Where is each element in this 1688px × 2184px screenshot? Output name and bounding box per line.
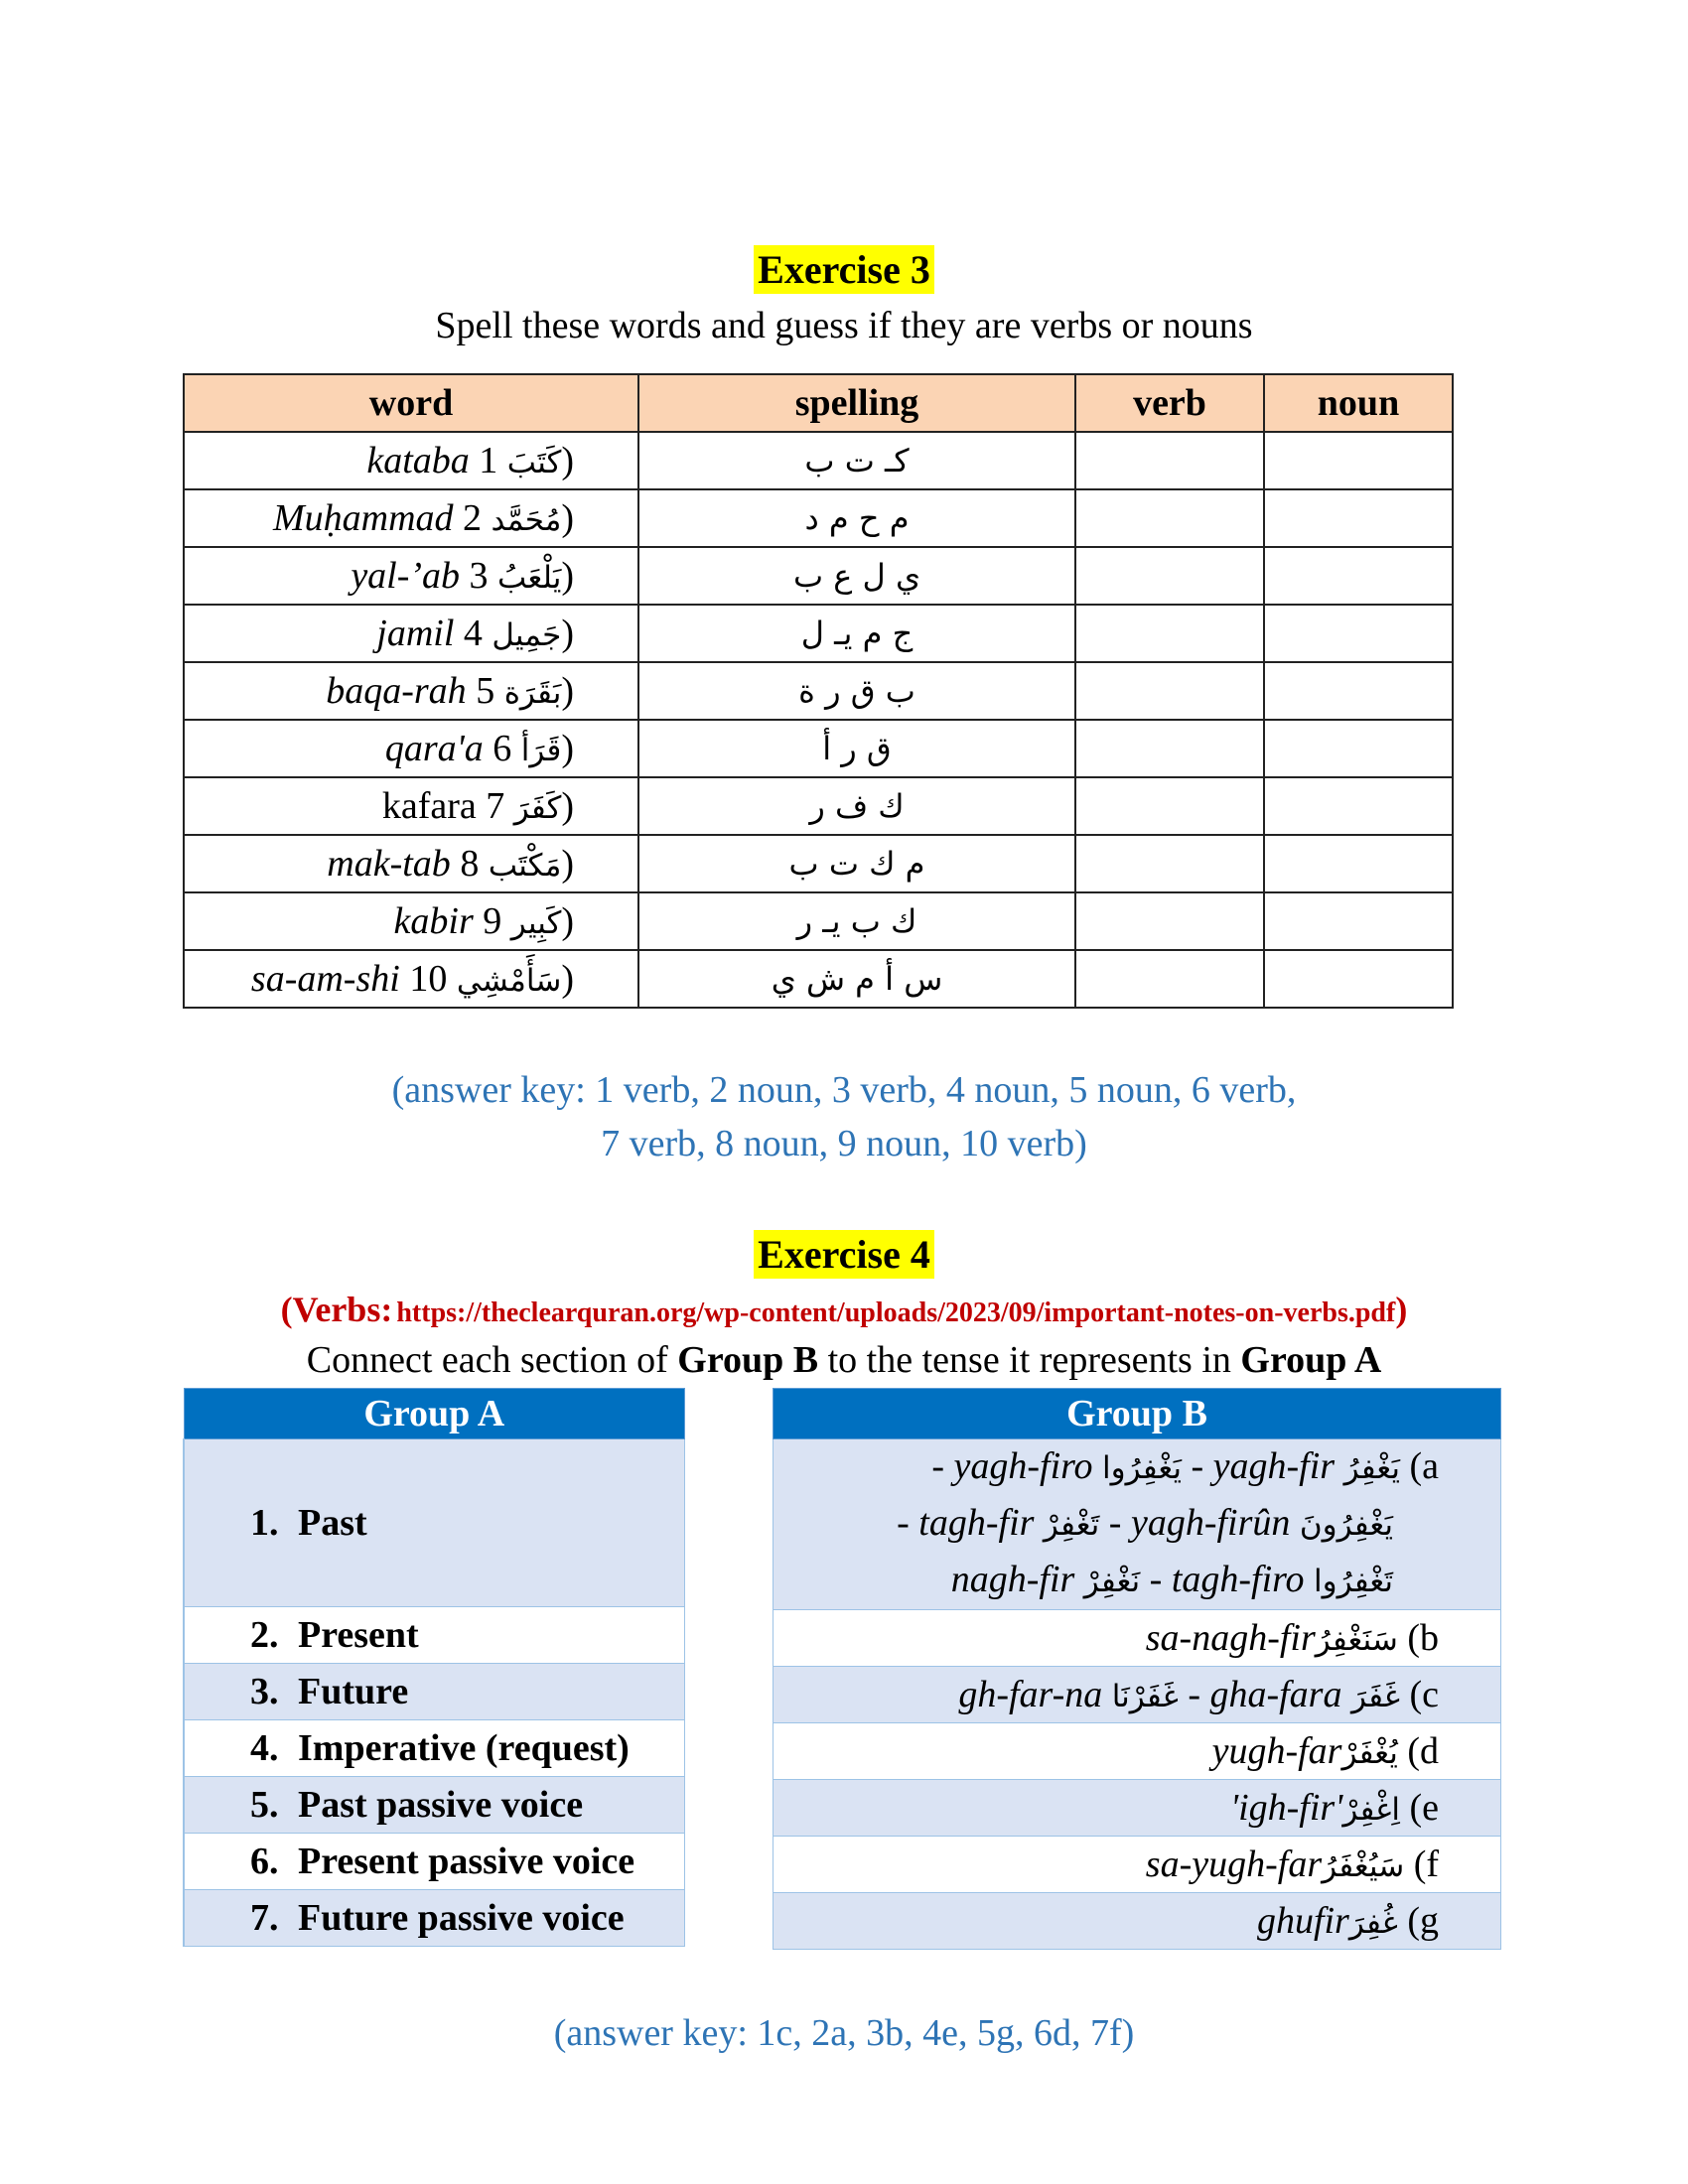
noun-cell[interactable]	[1264, 777, 1453, 835]
word-arabic: قَرَأ	[520, 733, 562, 768]
group-b-item-b: sa-nagh-firسَنَغْفِرُ (b	[774, 1610, 1501, 1667]
spelling-cell: س أ م ش ي	[638, 950, 1075, 1008]
word-arabic: مَكْتَب	[488, 848, 562, 884]
verb-cell[interactable]	[1075, 662, 1264, 720]
word-transliteration: kabir	[393, 900, 474, 942]
word-cell	[184, 777, 638, 835]
word-transliteration: kataba	[366, 440, 470, 481]
word-number: 9)	[483, 900, 574, 942]
spelling-cell: م ح م د	[638, 489, 1075, 547]
group-a-item: 1. Past	[184, 1439, 685, 1607]
spelling-cell: م ك ت ب	[638, 835, 1075, 892]
table-row	[184, 489, 1453, 547]
word-cell	[184, 547, 638, 605]
table-row	[184, 720, 1453, 777]
spelling-cell: ق ر أ	[638, 720, 1075, 777]
word-arabic: كَتَبَ	[506, 445, 562, 480]
word-arabic: مُحَمَّد	[491, 502, 562, 538]
verb-cell[interactable]	[1075, 720, 1264, 777]
verb-cell[interactable]	[1075, 547, 1264, 605]
group-b-table	[773, 1388, 1501, 1950]
word-arabic: كَبِير	[510, 905, 562, 941]
word-number: 10)	[409, 958, 574, 1000]
group-b-item-f: sa-yugh-farسَيُغْفَرُ (f	[774, 1837, 1501, 1893]
group-a-item: 3. Future	[184, 1664, 685, 1720]
noun-cell[interactable]	[1264, 950, 1453, 1008]
verb-cell[interactable]	[1075, 892, 1264, 950]
word-number: 6)	[492, 728, 574, 769]
spelling-cell: ك ف ر	[638, 777, 1075, 835]
group-a-table	[183, 1388, 685, 1947]
word-transliteration: jamil	[376, 613, 455, 654]
word-number: 5)	[476, 670, 574, 712]
word-arabic: كَفَرَ	[513, 790, 562, 826]
word-number: 4)	[463, 613, 574, 654]
word-transliteration: baqa-rah	[326, 670, 467, 712]
group-a-item: 4. Imperative (request)	[184, 1720, 685, 1777]
word-cell	[184, 892, 638, 950]
exercise-4-title: Exercise 4	[0, 1231, 1688, 1278]
group-b-item-d: yugh-farيُغْفَرْ (d	[774, 1723, 1501, 1780]
word-arabic: جَمِيل	[492, 617, 562, 653]
word-transliteration: sa-am-shi	[250, 958, 400, 1000]
group-a-item: 7. Future passive voice	[184, 1890, 685, 1947]
word-cell	[184, 662, 638, 720]
table-row	[184, 605, 1453, 662]
verbs-reference-line: (Verbs: https://theclearquran.org/wp-content/uploads/2023/09/important-notes-on-verbs.pdf)	[280, 1290, 1408, 1329]
group-a-item: 6. Present passive voice	[184, 1834, 685, 1890]
table-row	[184, 662, 1453, 720]
word-transliteration: yal-’ab	[351, 555, 461, 597]
word-transliteration: qara'a	[384, 728, 484, 769]
header-word: word	[184, 374, 638, 432]
word-number: 3)	[469, 555, 574, 597]
word-cell	[184, 489, 638, 547]
word-transliteration: Muḥammad	[272, 497, 454, 539]
exercise-4-instructions: Connect each section of Group B to the tense it represents in Group A	[306, 1339, 1382, 1381]
exercise-3-title: Exercise 3	[0, 246, 1688, 293]
verb-cell[interactable]	[1075, 835, 1264, 892]
exercise-3-answer-key-line-2: 7 verb, 8 noun, 9 noun, 10 verb)	[601, 1123, 1087, 1164]
verbs-label: (Verbs:	[280, 1290, 393, 1329]
verb-cell[interactable]	[1075, 432, 1264, 489]
group-b-item-c: gh-far-na غَفَرْنَا - gha-fara غَفَرَ (c	[774, 1667, 1501, 1723]
noun-cell[interactable]	[1264, 835, 1453, 892]
header-noun: noun	[1264, 374, 1453, 432]
exercise-4-answer-key: (answer key: 1c, 2a, 3b, 4e, 5g, 6d, 7f)	[553, 2012, 1135, 2054]
word-transliteration: mak-tab	[327, 843, 451, 885]
spelling-cell: ج م يـ ل	[638, 605, 1075, 662]
exercise-3-answer-key-line-1: (answer key: 1 verb, 2 noun, 3 verb, 4 noun, 5 noun, 6 verb,	[391, 1069, 1297, 1111]
group-a-item: 5. Past passive voice	[184, 1777, 685, 1834]
word-number: 8)	[460, 843, 574, 885]
header-verb: verb	[1075, 374, 1264, 432]
noun-cell[interactable]	[1264, 720, 1453, 777]
spelling-cell: ك ب يـ ر	[638, 892, 1075, 950]
word-cell	[184, 950, 638, 1008]
word-transliteration: kafara	[381, 785, 477, 827]
word-cell	[184, 432, 638, 489]
verb-cell[interactable]	[1075, 489, 1264, 547]
group-b-header: Group B	[774, 1389, 1501, 1439]
table-row	[184, 835, 1453, 892]
spelling-cell: ي ل ع ب	[638, 547, 1075, 605]
noun-cell[interactable]	[1264, 432, 1453, 489]
header-spelling: spelling	[638, 374, 1075, 432]
spelling-cell: كـ ت ب	[638, 432, 1075, 489]
word-number: 2)	[463, 497, 574, 539]
exercise-3-instructions: Spell these words and guess if they are verbs or nouns	[435, 305, 1253, 346]
table-row	[184, 950, 1453, 1008]
word-arabic: سَأَمْشِي	[456, 963, 562, 999]
noun-cell[interactable]	[1264, 892, 1453, 950]
group-b-item-e: 'igh-fir'اِغْفِرْ (e	[774, 1780, 1501, 1837]
table-row	[184, 892, 1453, 950]
verb-cell[interactable]	[1075, 950, 1264, 1008]
table-row	[184, 432, 1453, 489]
spelling-cell: ب ق ر ة	[638, 662, 1075, 720]
group-b-item-g: ghufirغُفِرَ (g	[774, 1893, 1501, 1950]
word-number: 1)	[479, 440, 574, 481]
noun-cell[interactable]	[1264, 605, 1453, 662]
exercise-3-table	[183, 373, 1454, 1009]
word-number: 7)	[486, 785, 574, 827]
table-row	[184, 777, 1453, 835]
word-arabic: يَلْعَبُ	[497, 560, 562, 596]
noun-cell[interactable]	[1264, 547, 1453, 605]
word-cell	[184, 720, 638, 777]
verb-cell[interactable]	[1075, 605, 1264, 662]
word-cell	[184, 835, 638, 892]
table-row	[184, 547, 1453, 605]
word-arabic: بَقَرَة	[503, 675, 562, 711]
group-a-item: 2. Present	[184, 1607, 685, 1664]
verb-cell[interactable]	[1075, 777, 1264, 835]
group-b-item-a: - yagh-firo يَغْفِرُوا - yagh-fir يَغْفِرُ (a - tagh-fir تَغْفِرْ - yagh-firûn يَغْفِرُونَ nagh-fir نَغْفِرْ - tagh-firo تَغْفِرُوا	[774, 1439, 1501, 1610]
verbs-link[interactable]: https://theclearquran.org/wp-content/uploads/2023/09/important-notes-on-verbs.pdf	[396, 1297, 1396, 1328]
noun-cell[interactable]	[1264, 662, 1453, 720]
noun-cell[interactable]	[1264, 489, 1453, 547]
group-a-header: Group A	[184, 1389, 685, 1439]
word-cell	[184, 605, 638, 662]
